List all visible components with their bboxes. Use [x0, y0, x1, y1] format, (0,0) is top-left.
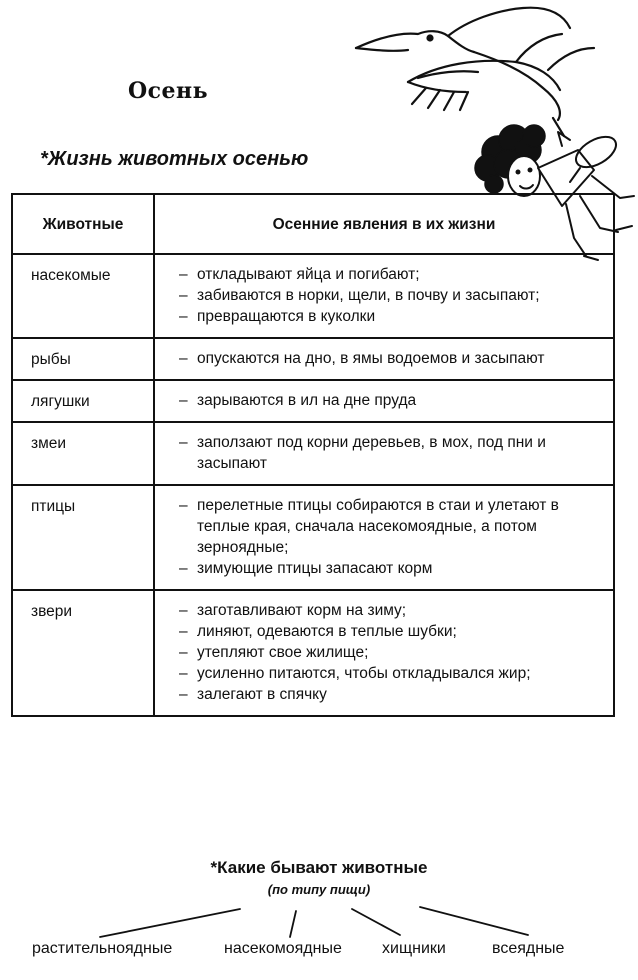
phenomena-cell	[154, 422, 614, 485]
phenomenon-item: – превращаются в куколки	[177, 306, 603, 327]
diet-type-omnivores: всеядные	[492, 940, 565, 957]
diet-branch-lines	[0, 895, 638, 945]
column-header-phenomena: Осенние явления в их жизни	[154, 194, 614, 254]
phenomenon-item: – усиленно питаются, чтобы откладывался жир;	[177, 663, 603, 684]
season-title: Осень	[128, 78, 209, 104]
diet-type-predators: хищники	[382, 940, 446, 957]
phenomenon-item: – перелетные птицы собираются в стаи и улетают в теплые края, сначала насекомоядные, а потом зерноядные;	[177, 495, 603, 558]
phenomenon-item: – опускаются на дно, в ямы водоемов и засыпают	[177, 348, 603, 369]
branch-line	[352, 909, 400, 935]
phenomenon-item: – утепляют свое жилище;	[177, 642, 603, 663]
animal-name: рыбы	[12, 338, 154, 380]
phenomenon-item: – линяют, одеваются в теплые шубки;	[177, 621, 603, 642]
phenomenon-item: – заготавливают корм на зиму;	[177, 600, 603, 621]
phenomenon-item: – заползают под корни деревьев, в мох, под пни и засыпают	[177, 432, 603, 474]
column-header-animals: Животные	[12, 194, 154, 254]
animal-name: птицы	[12, 485, 154, 590]
phenomenon-item: – зарываются в ил на дне пруда	[177, 390, 603, 411]
phenomena-cell	[154, 254, 614, 338]
animal-name: лягушки	[12, 380, 154, 422]
table-row	[12, 338, 614, 380]
table-row	[12, 590, 614, 716]
table-header-row	[12, 194, 614, 254]
phenomena-cell	[154, 338, 614, 380]
phenomena-cell	[154, 485, 614, 590]
table-row	[12, 380, 614, 422]
animal-name: змеи	[12, 422, 154, 485]
table-row	[12, 254, 614, 338]
diet-type-herbivores: растительноядные	[32, 940, 173, 957]
diet-types-title: *Какие бывают животные	[210, 858, 428, 877]
table-row	[12, 422, 614, 485]
phenomena-cell	[154, 590, 614, 716]
phenomenon-item: – откладывают яйца и погибают;	[177, 264, 603, 285]
animal-name: насекомые	[12, 254, 154, 338]
diet-types-subtitle: (по типу пищи)	[267, 882, 371, 897]
autumn-animals-table	[11, 193, 615, 717]
section-title: *Жизнь животных осенью	[40, 148, 309, 170]
animal-name: звери	[12, 590, 154, 716]
table-row	[12, 485, 614, 590]
diet-type-insectivores: насекомоядные	[224, 940, 342, 957]
phenomenon-item: – забиваются в норки, щели, в почву и засыпают;	[177, 285, 603, 306]
phenomenon-item: – зимующие птицы запасают корм	[177, 558, 603, 579]
branch-line	[290, 911, 296, 937]
phenomena-cell	[154, 380, 614, 422]
branch-line	[100, 909, 240, 937]
branch-line	[420, 907, 528, 935]
phenomenon-item: – залегают в спячку	[177, 684, 603, 705]
